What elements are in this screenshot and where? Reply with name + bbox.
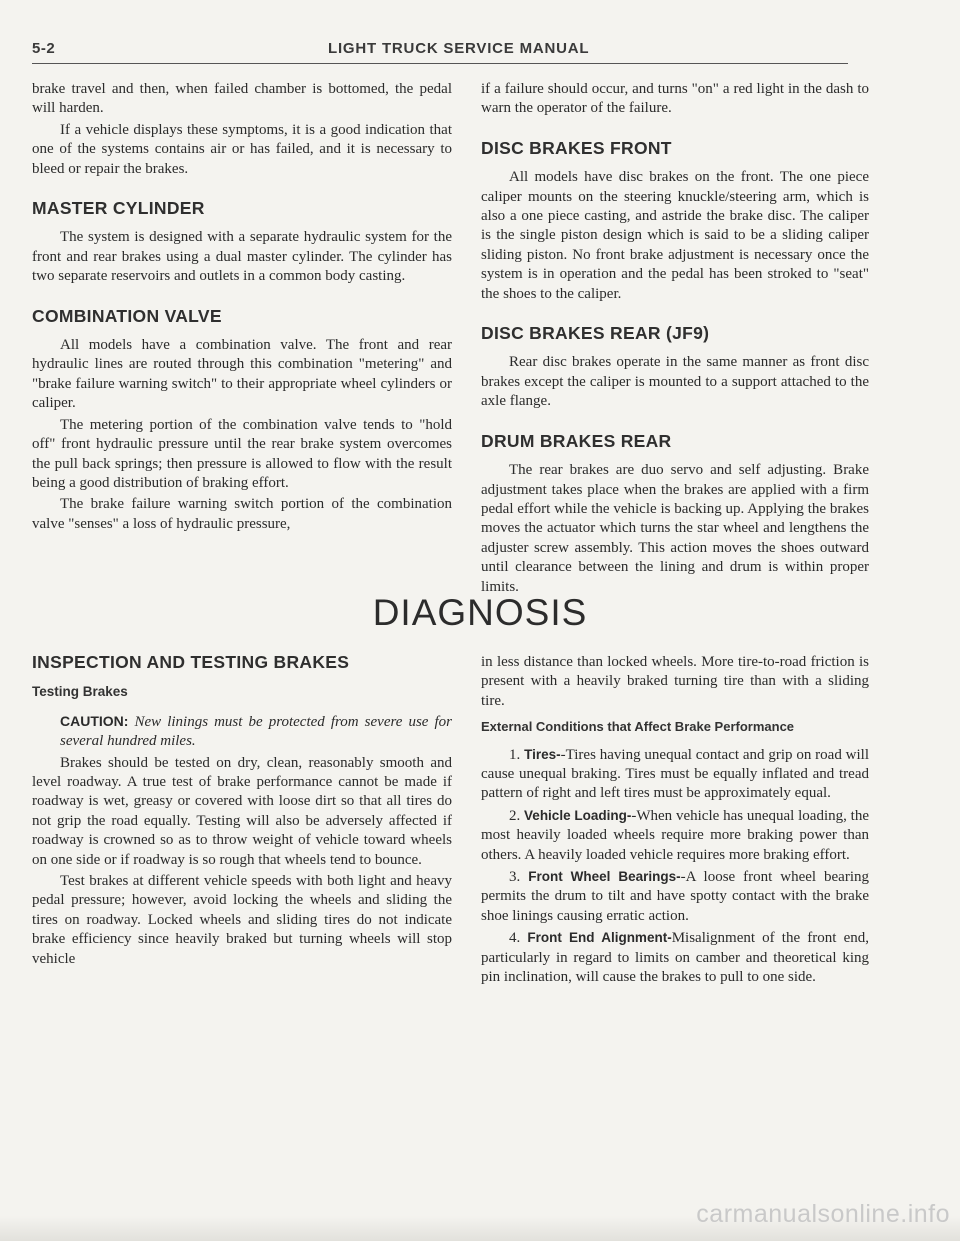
paragraph: Test brakes at different vehicle speeds with both light and heavy pedal pressure; however, avoid locking the wheels and sliding the tires on roadway. Locked wheels and sliding tires do not indicate brake efficiency since heavily braked but turning wheels will stop vehicle: [32, 873, 452, 967]
subheading-testing-brakes: Testing Brakes: [32, 684, 128, 700]
paragraph: in less distance than locked wheels. More tire-to-road friction is present with a heavily braked turning tire than with a sliding tire.: [481, 654, 869, 709]
item-text: Misalignment of the front end, particularly in regard to limits on camber and theoretical king pin inclination, will cause the brakes to pull to one side.: [481, 930, 869, 986]
list-item: [481, 928, 869, 987]
heading-disc-brakes-front: DISC BRAKES FRONT: [481, 137, 672, 158]
heading-inspection-testing: INSPECTION AND TESTING BRAKES: [32, 652, 350, 672]
item-number: 2.: [509, 807, 521, 824]
heading-master-cylinder: MASTER CYLINDER: [32, 198, 205, 219]
caution-text: New linings must be protected from severe use for several hundred miles.: [60, 713, 453, 750]
top-left-column: [32, 80, 452, 536]
section-title: DIAGNOSIS: [372, 592, 588, 633]
paragraph: The metering portion of the combination valve tends to "hold off" front hydraulic pressure until the rear brake system overcomes the pull back springs; then pressure is allowed to flow with the result being a good distribution of braking effort.: [32, 416, 452, 491]
paragraph: The system is designed with a separate hydraulic system for the front and rear brakes using a dual master cylinder. The cylinder has two separate reservoirs and outlets in a common body casting.: [32, 229, 452, 285]
item-label: Vehicle Loading-: [524, 807, 632, 823]
list-item: [481, 745, 869, 804]
list-item: [481, 867, 869, 926]
heading-disc-brakes-rear: DISC BRAKES REAR (JF9): [481, 323, 710, 344]
paragraph: if a failure should occur, and turns "on" a red light in the dash to warn the operator of the failure.: [481, 81, 869, 117]
caution-note: [32, 712, 452, 752]
item-number: 3.: [509, 869, 521, 886]
item-text: -A loose front wheel bearing permits the drum to tilt and have spotty contact with the brake shoe linings causing erratic action.: [481, 869, 869, 924]
item-number: 4.: [509, 930, 521, 947]
item-number: 1.: [509, 746, 521, 763]
heading-drum-brakes-rear: DRUM BRAKES REAR: [481, 430, 672, 451]
paragraph: Brakes should be tested on dry, clean, reasonably smooth and level roadway. A true test of brake performance cannot be made if roadway is wet, greasy or covered with loose dirt so that all tires do not grip the road equally. Testing will also be adversely affected if roadway is crowned so as to throw weight of vehicle toward wheels on one side or if roadway is so rough that wheels tend to bounce.: [32, 754, 452, 868]
paragraph: All models have a combination valve. The front and rear hydraulic lines are routed through this combination "metering" and "brake failure warning switch" to their appropriate wheel cylinders or caliper.: [32, 337, 452, 412]
paragraph: The rear brakes are duo servo and self adjusting. Brake adjustment takes place when the brakes are applied with a firm pedal effort while the vehicle is backing up. Applying the brakes moves the actuator which turns the star wheel and lengthens the adjuster screw assembly. This action moves the shoes outward until clearance between the lining and drum is within proper limits.: [481, 462, 869, 595]
bottom-left-column: [32, 653, 452, 971]
page-number: 5-2: [32, 40, 56, 57]
list-item: [481, 806, 869, 865]
item-label: Front End Alignment-: [527, 930, 672, 946]
paragraph: Rear disc brakes operate in the same manner as front disc brakes except the caliper is mounted to a support attached to the axle flange.: [481, 354, 869, 410]
watermark: carmanualsonline.info: [696, 1200, 950, 1228]
bottom-right-column: [481, 653, 869, 990]
subheading-external-conditions: External Conditions that Affect Brake Performance: [481, 719, 795, 735]
paragraph: The brake failure warning switch portion of the combination valve "senses" a loss of hydraulic pressure,: [32, 496, 452, 532]
paragraph: All models have disc brakes on the front. The one piece caliper mounts on the steering knuckle/steering arm, which is also a one piece casting, and astride the brake disc. The caliper is the single piston design which is said to be a sliding caliper sliding piston. No front brake adjustment is necessary once the system is in operation and the pedal has been stroked to "seat" the shoes to the caliper.: [481, 169, 869, 302]
header-rule: [32, 63, 848, 64]
paragraph: brake travel and then, when failed chamber is bottomed, the pedal will harden.: [32, 81, 452, 117]
item-label: Front Wheel Bearings-: [528, 869, 681, 885]
paragraph: If a vehicle displays these symptoms, it is a good indication that one of the systems contains air or has failed, and it is necessary to bleed or repair the brakes.: [32, 121, 452, 177]
top-right-column: [481, 80, 869, 599]
item-text: -Tires having unequal contact and grip on road will cause unequal braking. Tires must be equally inflated and tread pattern of right and left tires must be approximately equal.: [481, 746, 870, 802]
caution-label: CAUTION:: [60, 712, 129, 729]
item-label: Tires-: [524, 746, 561, 762]
item-text: -When vehicle has unequal loading, the most heavily loaded wheels require more braking power than others. A heavily loaded vehicle requires more braking effort.: [481, 807, 869, 863]
manual-title: LIGHT TRUCK SERVICE MANUAL: [328, 40, 590, 57]
heading-combination-valve: COMBINATION VALVE: [32, 305, 222, 326]
